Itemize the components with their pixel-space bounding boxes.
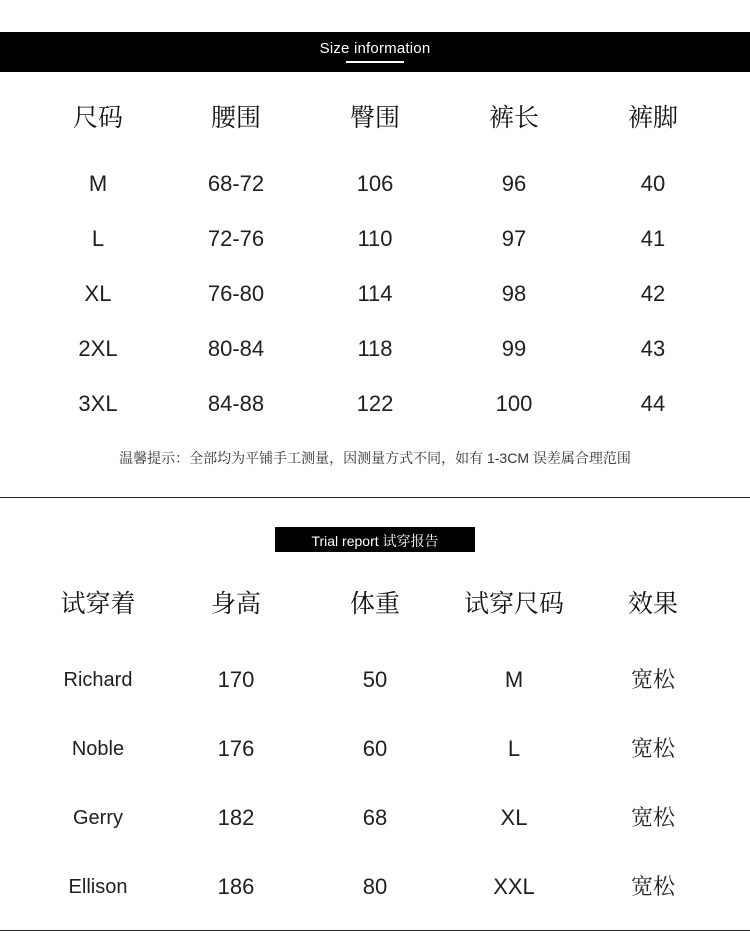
size-cell: L bbox=[91, 226, 105, 251]
weight-cell: 68 bbox=[362, 805, 388, 830]
weight-cell: 80 bbox=[362, 874, 388, 899]
measurement-note: 温馨提示：全部均为平铺手工测量，因测量方式不同，如有 1-3CM 误差属合理范围 bbox=[119, 450, 631, 466]
effect-cell: 宽松 bbox=[630, 736, 675, 761]
hem-cell: 43 bbox=[640, 336, 666, 361]
hip-cell: 122 bbox=[356, 391, 394, 416]
size-header-size: 尺码 bbox=[72, 104, 123, 132]
size-header-hem: 裤脚 bbox=[627, 104, 678, 132]
length-cell: 98 bbox=[501, 281, 527, 306]
effect-cell: 宽松 bbox=[630, 667, 675, 692]
section-divider bbox=[0, 497, 750, 498]
hip-cell: 106 bbox=[356, 171, 394, 196]
hip-cell: 110 bbox=[357, 226, 393, 251]
trial-header-weight: 体重 bbox=[349, 590, 400, 618]
hem-cell: 42 bbox=[640, 281, 666, 306]
bottom-divider bbox=[0, 930, 750, 931]
trial-size-cell: M bbox=[504, 667, 524, 692]
trial-header-effect: 效果 bbox=[627, 590, 678, 618]
size-header-hip: 臀围 bbox=[349, 104, 400, 132]
size-header-length: 裤长 bbox=[488, 104, 539, 132]
length-cell: 96 bbox=[501, 171, 527, 196]
tester-name-cell: Richard bbox=[63, 669, 133, 691]
height-cell: 182 bbox=[217, 805, 255, 830]
weight-cell: 60 bbox=[362, 736, 388, 761]
hem-cell: 40 bbox=[640, 171, 666, 196]
size-information-title: Size information bbox=[319, 40, 431, 57]
tester-name-cell: Ellison bbox=[68, 876, 128, 898]
effect-cell: 宽松 bbox=[630, 805, 675, 830]
trial-header-height: 身高 bbox=[210, 590, 261, 618]
trial-header-size: 试穿尺码 bbox=[463, 590, 564, 618]
effect-cell: 宽松 bbox=[630, 874, 675, 899]
weight-cell: 50 bbox=[362, 667, 388, 692]
tester-name-cell: Noble bbox=[71, 738, 125, 760]
waist-cell: 68-72 bbox=[207, 171, 265, 196]
hem-cell: 44 bbox=[640, 391, 666, 416]
height-cell: 170 bbox=[217, 667, 255, 692]
trial-report-banner bbox=[275, 527, 475, 552]
length-cell: 100 bbox=[495, 391, 533, 416]
trial-size-cell: XXL bbox=[493, 874, 535, 899]
waist-cell: 80-84 bbox=[207, 336, 265, 361]
hem-cell: 41 bbox=[640, 226, 666, 251]
tester-name-cell: Gerry bbox=[73, 807, 123, 829]
height-cell: 176 bbox=[217, 736, 255, 761]
size-cell: 3XL bbox=[78, 391, 118, 416]
title-underline bbox=[346, 61, 404, 63]
size-information-banner bbox=[0, 32, 750, 72]
waist-cell: 84-88 bbox=[207, 391, 265, 416]
size-cell: M bbox=[88, 171, 108, 196]
trial-size-cell: XL bbox=[500, 805, 528, 830]
trial-report-title: Trial report 试穿报告 bbox=[311, 533, 439, 549]
length-cell: 99 bbox=[501, 336, 527, 361]
length-cell: 97 bbox=[501, 226, 527, 251]
waist-cell: 72-76 bbox=[207, 226, 265, 251]
size-cell: 2XL bbox=[78, 336, 118, 361]
trial-header-tester: 试穿着 bbox=[60, 590, 136, 618]
trial-size-cell: L bbox=[507, 736, 521, 761]
size-cell: XL bbox=[84, 281, 112, 306]
size-header-waist: 腰围 bbox=[210, 104, 261, 132]
waist-cell: 76-80 bbox=[207, 281, 265, 306]
hip-cell: 118 bbox=[357, 336, 393, 361]
hip-cell: 114 bbox=[357, 281, 393, 306]
height-cell: 186 bbox=[217, 874, 255, 899]
